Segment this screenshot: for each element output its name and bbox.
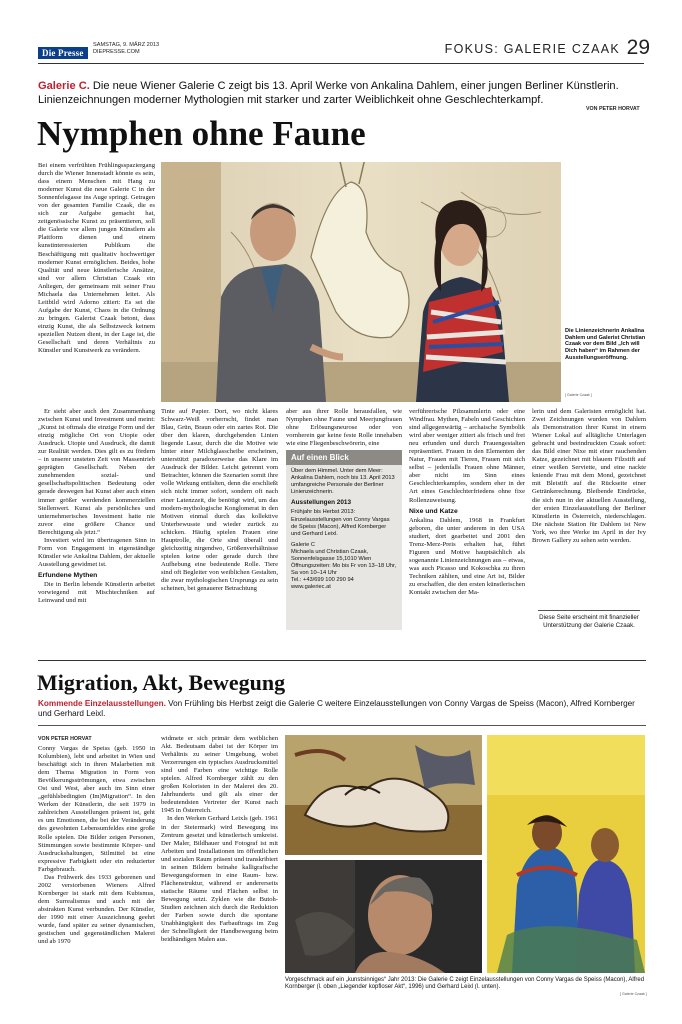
section-divider	[38, 660, 646, 661]
photo1-caption: Die Linienzeichnerin Ankalina Dahlem und Galerist Christian Czaak vor dem Bild „Ich will Dich haben“ im Rahmen der Ausstellungseröffnung.	[565, 328, 646, 361]
article1-lead-text: Die neue Wiener Galerie C zeigt bis 13. April Werke von Ankalina Dahlem, einer jungen Berliner Künstlerin. Linienzeichnungen moderner Mythologien mit starker und zarter Weiblichkeit ohne Geschlechterkampf.	[38, 80, 619, 106]
article2-rule	[38, 725, 646, 726]
masthead-rule	[38, 63, 644, 64]
info-box-hours: Öffnungszeiten: Mo bis Fr von 13–18 Uhr, Sa von 10–14 Uhr	[291, 563, 397, 577]
subhead-erfundene-mythen: Erfundene Mythen	[38, 571, 98, 579]
article1-headline: Nymphen ohne Faune	[37, 114, 366, 153]
article1-column-4: verführerische Pilzsammlerin oder eine Windfrau. Mythen, Fabeln und Geschichten sind allgegenwärtig – archaische Symbolik wird aber weniger zitiert als frisch und frei neu erfunden und durch Frauengestalten repräsentiert. Frauen in den Elementen der Natur, Frauen mit Tieren, Frauen mit sich selbst – jedenfalls Frauen ohne Männer, aber nicht im Sinn eines Geschlechterkampfes, sondern eher in der Art eines Geschlechterfriedens ohne fixe Rollenzuweisung. Nixe und Katze Ankalina Dahlem, 1968 in Frankfurt geboren, die unter anderem in den USA studiert, dort gearbeitet und 2001 den Trenz-Merz-Preis erhalten hat, führt Figuren und Motive hauptsächlich als sogenannte Linienzeichnungen aus – etwas, was auch Picasso und Kokoschka zu ihren Techniken zählten, und eine Art ist, Bilder zu erschaffen, die den ersten künstlerischen Kontakt zwischen der Ma-	[409, 408, 525, 597]
article2-kicker: Kommende Einzelausstellungen.	[38, 699, 166, 708]
info-box-phone: Tel.: +43/699 100 290 94	[291, 577, 354, 584]
masthead-logo: Die Presse	[38, 43, 88, 61]
info-box-web-link[interactable]: www.galeriec.at	[291, 584, 331, 591]
photo1-credit: [ Galerie Czaak ]	[565, 393, 592, 397]
article1-column-3: aber aus ihrer Rolle herausfallen, wie Nymphen ohne Faune und Meerjungfrauen ohne Erlösungsneurose oder von vornherein gar keine feste Rolle innehaben wie eine Fliegenbeschwörerin, eine	[286, 408, 402, 448]
main-photo	[161, 162, 561, 402]
masthead-date: SAMSTAG, 9. MÄRZ 2013	[93, 42, 160, 48]
article2-column-2: widmete er sich primär dem weiblichen Akt. Bedeutsam dabei ist der Körper im Verhältnis zu seiner Umgebung, wobei Verzerrungen ein typisches Ausdrucksmittel sind und Farben eine wichtige Rolle spielen. Alfred Kornberger zählt zu den großen Koloristen in der Malerei des 20. Jahrhunderts und gilt als einer der bedeutendsten Vertreter der Kunst nach 1945 in Österreich. In den Werken Gerhard Leixls (geb. 1961 in der Steiermark) wird Bewegung ins Zentrum gesetzt und künstlerisch umkreist. Der Maler, Bildhauer und Fotograf ist mit Arbeiten und Installationen im öffentlichen und sozialen Raum präsent und transkribiert in seinen Bildern beinahe kalligrafische Bewegungsformen in eine Raum- bzw. Flächenstruktur, während er andererseits statische Räume und Flächen selbst in Bewegung setzt. Zyklen wie die Butoh-Studien zeichnen sich durch die Reduktion der Farben sowie durch die spontane Unabhängigkeit des Farbauftrags im Zug der Schnelligkeit der Handbewegung beim beidhändigen Malen aus.	[161, 735, 278, 944]
article1-lead	[38, 80, 650, 107]
info-box-intro: Über dem Himmel. Unter dem Meer: Ankalina Dahlem, noch bis 13. April 2013 umfangreiche Personale der Berliner Linienzeichnerin.	[291, 468, 395, 496]
article1-column-5: lerin und dem Galeristen ermöglicht hat. Zwei Zeichnungen wurden von Dahlem als Demonstration ihrer Kunst in einem Wiener Lokal auf alltägliche Unterlagen gebracht und beeindruckten Czaak sofort: das Bild einer Nixe mit einer rauchenden Katze, gezeichnet mit blauem Filzstift auf einer weißen Serviette, und eine nackte kniende Frau mit dem Mond, gezeichnet mit Bleistift auf die Rückseite einer Getränkerechnung. Bleibende Eindrücke, die sich nun in der aktuellen Ausstellung, der ersten Einzelausstellung der Berliner Künstlerin in Österreich, niederschlagen. Die nächste Station für Dahlem ist New York, wo ihre Werke im April in der Ivy Brown Gallery zu sehen sein werden.	[532, 408, 646, 544]
masthead-date-block	[93, 42, 159, 56]
leixl-portrait-photo	[285, 860, 482, 973]
article2-headline: Migration, Akt, Bewegung	[37, 670, 286, 695]
section-title: FOKUS: GALERIE CZAAK	[444, 42, 620, 56]
sponsor-rule	[538, 610, 640, 611]
masthead-site: DIEPRESSE.COM	[93, 49, 140, 55]
info-box	[286, 450, 402, 630]
vargas-painting	[487, 735, 645, 973]
vargas-de-speiss-painting	[487, 735, 645, 973]
page-number: 29	[626, 36, 650, 59]
info-box-title: Auf einen Blick	[286, 450, 402, 465]
article2-caption: Vorgeschmack auf ein „kunstsinniges“ Jahr 2013: Die Galerie C zeigt Einzelausstellungen von Conny Vargas de Speiss (Macon), Alfred Kornberger (l. oben „Liegender kopfloser Akt“, 1996) und Gerhard Leixl (l. unten).	[285, 977, 645, 991]
liegender-akt-painting	[285, 735, 482, 855]
subhead-nixe-und-katze: Nixe und Katze	[409, 507, 458, 515]
article1-column-2: Tinte auf Papier. Dort, wo nicht klares Schwarz-Weiß vorherrscht, findet man Blau, Grün, Braun oder ein zartes Rot. Die über den klaren, durchgehenden Linien liegende Lasur, durch die die Motive wie hinter einer Milchglasscheibe erscheinen, unterstützt paradoxerweise das Klare im Ausdruck der Bilder. Leicht getrennt vom Betrachter, können die Szenarien somit ihre volle Wirkung entfalten, denn die erschließt sich nicht immer sofort, sondern oft nach einer Latenzzeit, die benötigt wird, um das modern-mythologische Konglomerat in den Motiven einmal durch das kollektive Unterbewusste und wieder zurück zu schicken. Häufig spielen Frauen eine Hauptrolle, die Orte sind überall und gleichzeitig nirgendwo, Größenverhältnisse spielen keine oder gerade durch ihre Aufhebung eine bedeutende Rolle. Tiere sind oft Begleiter von weiblichen Gestalten, die zwar mythologischen Ursprungs zu sein scheinen, bei genauerer Betrachtung	[161, 408, 278, 593]
leixl-portrait	[285, 860, 482, 973]
article2-credit: [ Galerie Czaak ]	[620, 992, 647, 996]
article2-lead	[38, 699, 648, 720]
info-box-gallery-name: Galerie C	[291, 541, 316, 548]
kornberger-painting	[285, 735, 482, 855]
sponsor-note: Diese Seite erscheint mit finanzieller Unterstützung der Galerie Czaak.	[539, 614, 639, 629]
article1-column-1-bottom: Er sieht aber auch den Zusammenhang zwischen Kunst und Investment und meint: „Kunst ist oftmals die einzige Form und der einzig mögliche Ort von Utopie oder Ausdruck. Utopie und Ausdruck, die damit zur Realität werden. Dies gilt es zu fördern – in unserer unsteten Zeit von Massentrieb geprägten Gesellschaft. Neben der zunehmenden sozial- und gesellschaftspolitischen Bedeutung oder gerade deswegen hat Kunst aber auch einen immer größer werdenden kommerziellen Stellenwert. Kunst als persönliches und unternehmerisches Investment hatte nie zuvor eine größere Chance und Berechtigung als jetzt.“ Investiert wird im übertragenen Sinn in Form von Engagement in eigenständige Künstler wie Ankalina Dahlem, der aktuelle Ausstellung gewidmet ist. Erfundene Mythen Die in Berlin lebende Künstlerin arbeitet vorwiegend mit Mischtechniken auf Leinwand und mit	[38, 408, 155, 605]
article1-byline: VON PETER HORVAT	[586, 106, 640, 112]
info-box-contact: Michaela und Christian Czaak, Sonnenfelsgasse 15,1010 Wien	[291, 548, 372, 563]
article2-byline: VON PETER HORVAT	[38, 736, 92, 742]
info-box-heading: Ausstellungen 2013	[291, 499, 352, 507]
article1-kicker: Galerie C.	[38, 80, 90, 92]
info-box-spring: Frühjahr bis Herbst 2013: Einzelausstellungen von Conny Vargas de Speiss (Macon), Alfred Kornberger und Gerhard Leixl.	[291, 509, 390, 537]
artist-and-gallerist-photo	[161, 162, 561, 402]
article2-column-1: Conny Vargas de Speiss (geb. 1950 in Kolumbien), lebt und arbeitet in Wien und beschäftigt sich in ihren Malarbeiten mit dem Thema Migration in Form von Bevölkerungsströmungen, etwa zwischen Ost und West, aber auch im Sinn einer „gefühlsbedingten (Im)Migration“. In den Werken der Künstlerin, die seit 1979 in zahlreichen Ausstellungen präsent ist, geht es um Emotionen, die bei der Veränderung des gewohnten Lebensumfeldes eine große Rolle spielen. Die Bilder zeigen Personen, Stimmungen sowie bestimmte Körper- und Ausdruckshaltungen, Stilmittel ist eine expressive Farbigkeit oder ein reduzierter Farbgebrauch. Das Frühwerk des 1933 geborenen und 2002 verstorbenen Wieners Alfred Kornberger ist stark mit dem Kubismus, dem Surrealismus und auch mit der abstrakten Kunst verbunden. Der Künstler, der 1990 mit einer Auszeichnung geehrt wurde, fand später zu seiner dynamischen, gestischen und gegenständlichen Malerei und ab 1970	[38, 745, 155, 946]
article1-column-1-top: Bei einem verfrühten Frühlingsspaziergang durch die Wiener Innenstadt könnte es sein, dass einem Menschen mit Hang zu moderner Kunst die neue Galerie C in der Sonnenfelsgasse ins Auge springt. Getragen von der gesamten Familie Czaak, die es sich zur Aufgabe gemacht hat, zeitgenössische Kunst zu präsentieren, soll die Galerie vor allem jungen Künstlern als Plattform dienen und einem kunstinteressierten Publikum die Beschäftigung mit qualitativ hochwertiger moderner Kunst ermöglichen. Beides, hohe Qualität und neue künstlerische Ansätze, sind vor allem Christian Czaak ein Anliegen, der gemeinsam mit seiner Frau Michaela das Unternehmen leitet. Als Leitbild wird Adorno zitiert: Es sei die Aufgabe der Kunst, Chaos in die Ordnung zu bringen. Galerist Czaak betont, dass einzig Kunst, die als Selbstzweck keinem speziellen Nutzen dient, in der Lage ist, die Gesellschaft und deren Verhältnis zu Künstler und Kunstwerk zu verändern.	[38, 162, 155, 355]
article2-lead-text: Von Frühling bis Herbst zeigt die Galerie C weitere Einzelausstellungen von Conny Vargas de Speiss (Macon), Alfred Kornberger und Gerhard Leixl.	[38, 699, 635, 719]
